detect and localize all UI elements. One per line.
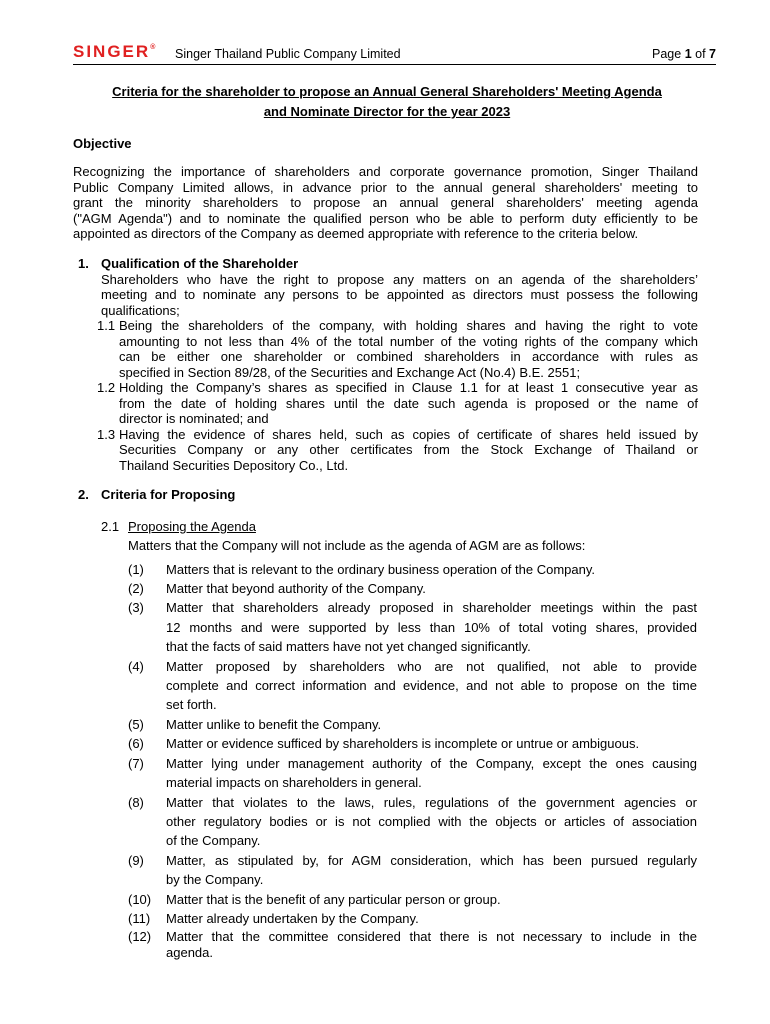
- item-1-1-line: can be either one shareholder or combined shareholders in accordance with rules as: [119, 349, 698, 364]
- section-1-heading: Qualification of the Shareholder: [101, 256, 299, 271]
- item-1-2-line: director is nominated; and: [119, 411, 269, 426]
- item-1-3-number: 1.3: [97, 427, 116, 442]
- list-item-line: Matter that shareholders already proposed in shareholder meetings within the past: [166, 600, 697, 615]
- list-item-number: (2): [128, 581, 144, 596]
- item-1-1-line: Being the shareholders of the company, with holding shares and having the right to vote: [119, 318, 698, 333]
- list-item-number: (10): [128, 892, 152, 907]
- list-item-number: (5): [128, 717, 144, 732]
- logo-registered-mark: ®: [150, 44, 156, 51]
- list-item-line: Matter proposed by shareholders who are not qualified, not able to provide: [166, 659, 697, 674]
- objective-line: grant the minority shareholders to propose an annual general shareholders' meeting agenda: [73, 195, 698, 210]
- list-item-line: material impacts on shareholders in general.: [166, 775, 422, 790]
- page-prefix: Page: [652, 47, 682, 61]
- page-of: of: [695, 47, 706, 61]
- list-item-line: Matters that is relevant to the ordinary business operation of the Company.: [166, 562, 595, 577]
- list-item-number: (11): [128, 911, 151, 926]
- list-item-line: Matter already undertaken by the Company.: [166, 911, 419, 926]
- list-item-number: (12): [128, 929, 152, 944]
- section-1-intro-line: Shareholders who have the right to propose any matters on an agenda of the shareholders’: [101, 272, 698, 287]
- list-item-line: complete and correct information and evidence, and not able to propose on the time: [166, 678, 697, 693]
- list-item-line: Matter unlike to benefit the Company.: [166, 717, 382, 732]
- objective-line: Public Company Limited allows, in advance prior to the annual general shareholders' meeting to: [73, 180, 698, 195]
- objective-heading: Objective: [73, 136, 132, 151]
- section-1-intro-line: meeting and to nominate any persons to be appointed as directors must possess the following: [101, 287, 698, 302]
- objective-line: ("AGM Agenda") and to nominate the qualified person who be able to perform duty efficiently to be: [73, 211, 698, 226]
- list-item-number: (3): [128, 600, 144, 615]
- objective-line: Recognizing the importance of shareholders and corporate governance promotion, Singer Thailand: [73, 164, 698, 179]
- item-1-2-line: Holding the Company’s shares as specified in Clause 1.1 for at least 1 consecutive year as: [119, 380, 698, 395]
- section-1-intro-line: qualifications;: [101, 303, 180, 318]
- item-1-1-line: specified in Section 89/28, of the Securities and Exchange Act (No.4) B.E. 2551;: [119, 365, 581, 380]
- list-item-line: Matter or evidence sufficed by shareholders is incomplete or untrue or ambiguous.: [166, 736, 640, 751]
- section-2-number: 2.: [78, 487, 89, 502]
- document-title-line-1: Criteria for the shareholder to propose an Annual General Shareholders' Meeting Agenda: [112, 84, 662, 99]
- document-title-line-2: and Nominate Director for the year 2023: [263, 104, 511, 119]
- item-1-2-line: from the date of holding shares until the date such agenda is proposed or the name of: [119, 396, 698, 411]
- list-item-number: (6): [128, 736, 144, 751]
- page-header: [73, 42, 716, 65]
- list-item-number: (1): [128, 562, 144, 577]
- item-1-2-number: 1.2: [97, 380, 116, 395]
- list-item-line: Matter that is the benefit of any particular person or group.: [166, 892, 501, 907]
- item-1-1-line: amounting to not less than 4% of the total number of the voting rights of the company which: [119, 334, 698, 349]
- logo-text: SINGER: [73, 42, 151, 61]
- objective-line: appointed as directors of the Company as deemed appropriate with reference to the criteria below.: [73, 226, 639, 241]
- list-item-number: (4): [128, 659, 144, 674]
- list-item-line: 12 months and were supported by less than 10% of total voting shares, provided: [166, 620, 697, 635]
- item-1-1-number: 1.1: [97, 318, 116, 333]
- subsection-2-1-heading: Proposing the Agenda: [128, 519, 256, 534]
- company-name: Singer Thailand Public Company Limited: [175, 47, 401, 61]
- item-1-3-line: Having the evidence of shares held, such as copies of certificate of shares held issued by: [119, 427, 698, 442]
- list-item-line: Matter, as stipulated by, for AGM consideration, which has been pursued regularly: [166, 853, 697, 868]
- list-item-line: set forth.: [166, 697, 217, 712]
- subsection-2-1-number: 2.1: [101, 519, 120, 534]
- section-1-number: 1.: [78, 256, 89, 271]
- page-current: 1: [684, 47, 692, 61]
- section-2-heading: Criteria for Proposing: [101, 487, 236, 502]
- list-item-line: Matter that the committee considered that there is not necessary to include in the: [166, 929, 697, 944]
- list-item-line: Matter lying under management authority of the Company, except the ones causing: [166, 756, 697, 771]
- item-1-3-line: Securities Company or any other certificates from the Stock Exchange of Thailand or: [119, 442, 698, 457]
- list-item-line: agenda.: [166, 945, 213, 960]
- list-item-line: Matter that violates to the laws, rules, regulations of the government agencies or: [166, 795, 697, 810]
- page-total: 7: [709, 47, 716, 61]
- subsection-2-1-intro: Matters that the Company will not include as the agenda of AGM are as follows:: [128, 538, 586, 553]
- list-item-line: by the Company.: [166, 872, 264, 887]
- list-item-number: (8): [128, 795, 144, 810]
- list-item-line: Matter that beyond authority of the Company.: [166, 581, 426, 596]
- list-item-line: other regulatory bodies or is not complied with the objects or articles of association: [166, 814, 697, 829]
- list-item-number: (7): [128, 756, 144, 771]
- singer-logo: [73, 42, 155, 62]
- list-item-line: that the facts of said matters have not yet changed significantly.: [166, 639, 531, 654]
- item-1-3-line: Thailand Securities Depository Co., Ltd.: [119, 458, 349, 473]
- list-item-number: (9): [128, 853, 144, 868]
- list-item-line: of the Company.: [166, 833, 261, 848]
- page-number: [652, 47, 716, 61]
